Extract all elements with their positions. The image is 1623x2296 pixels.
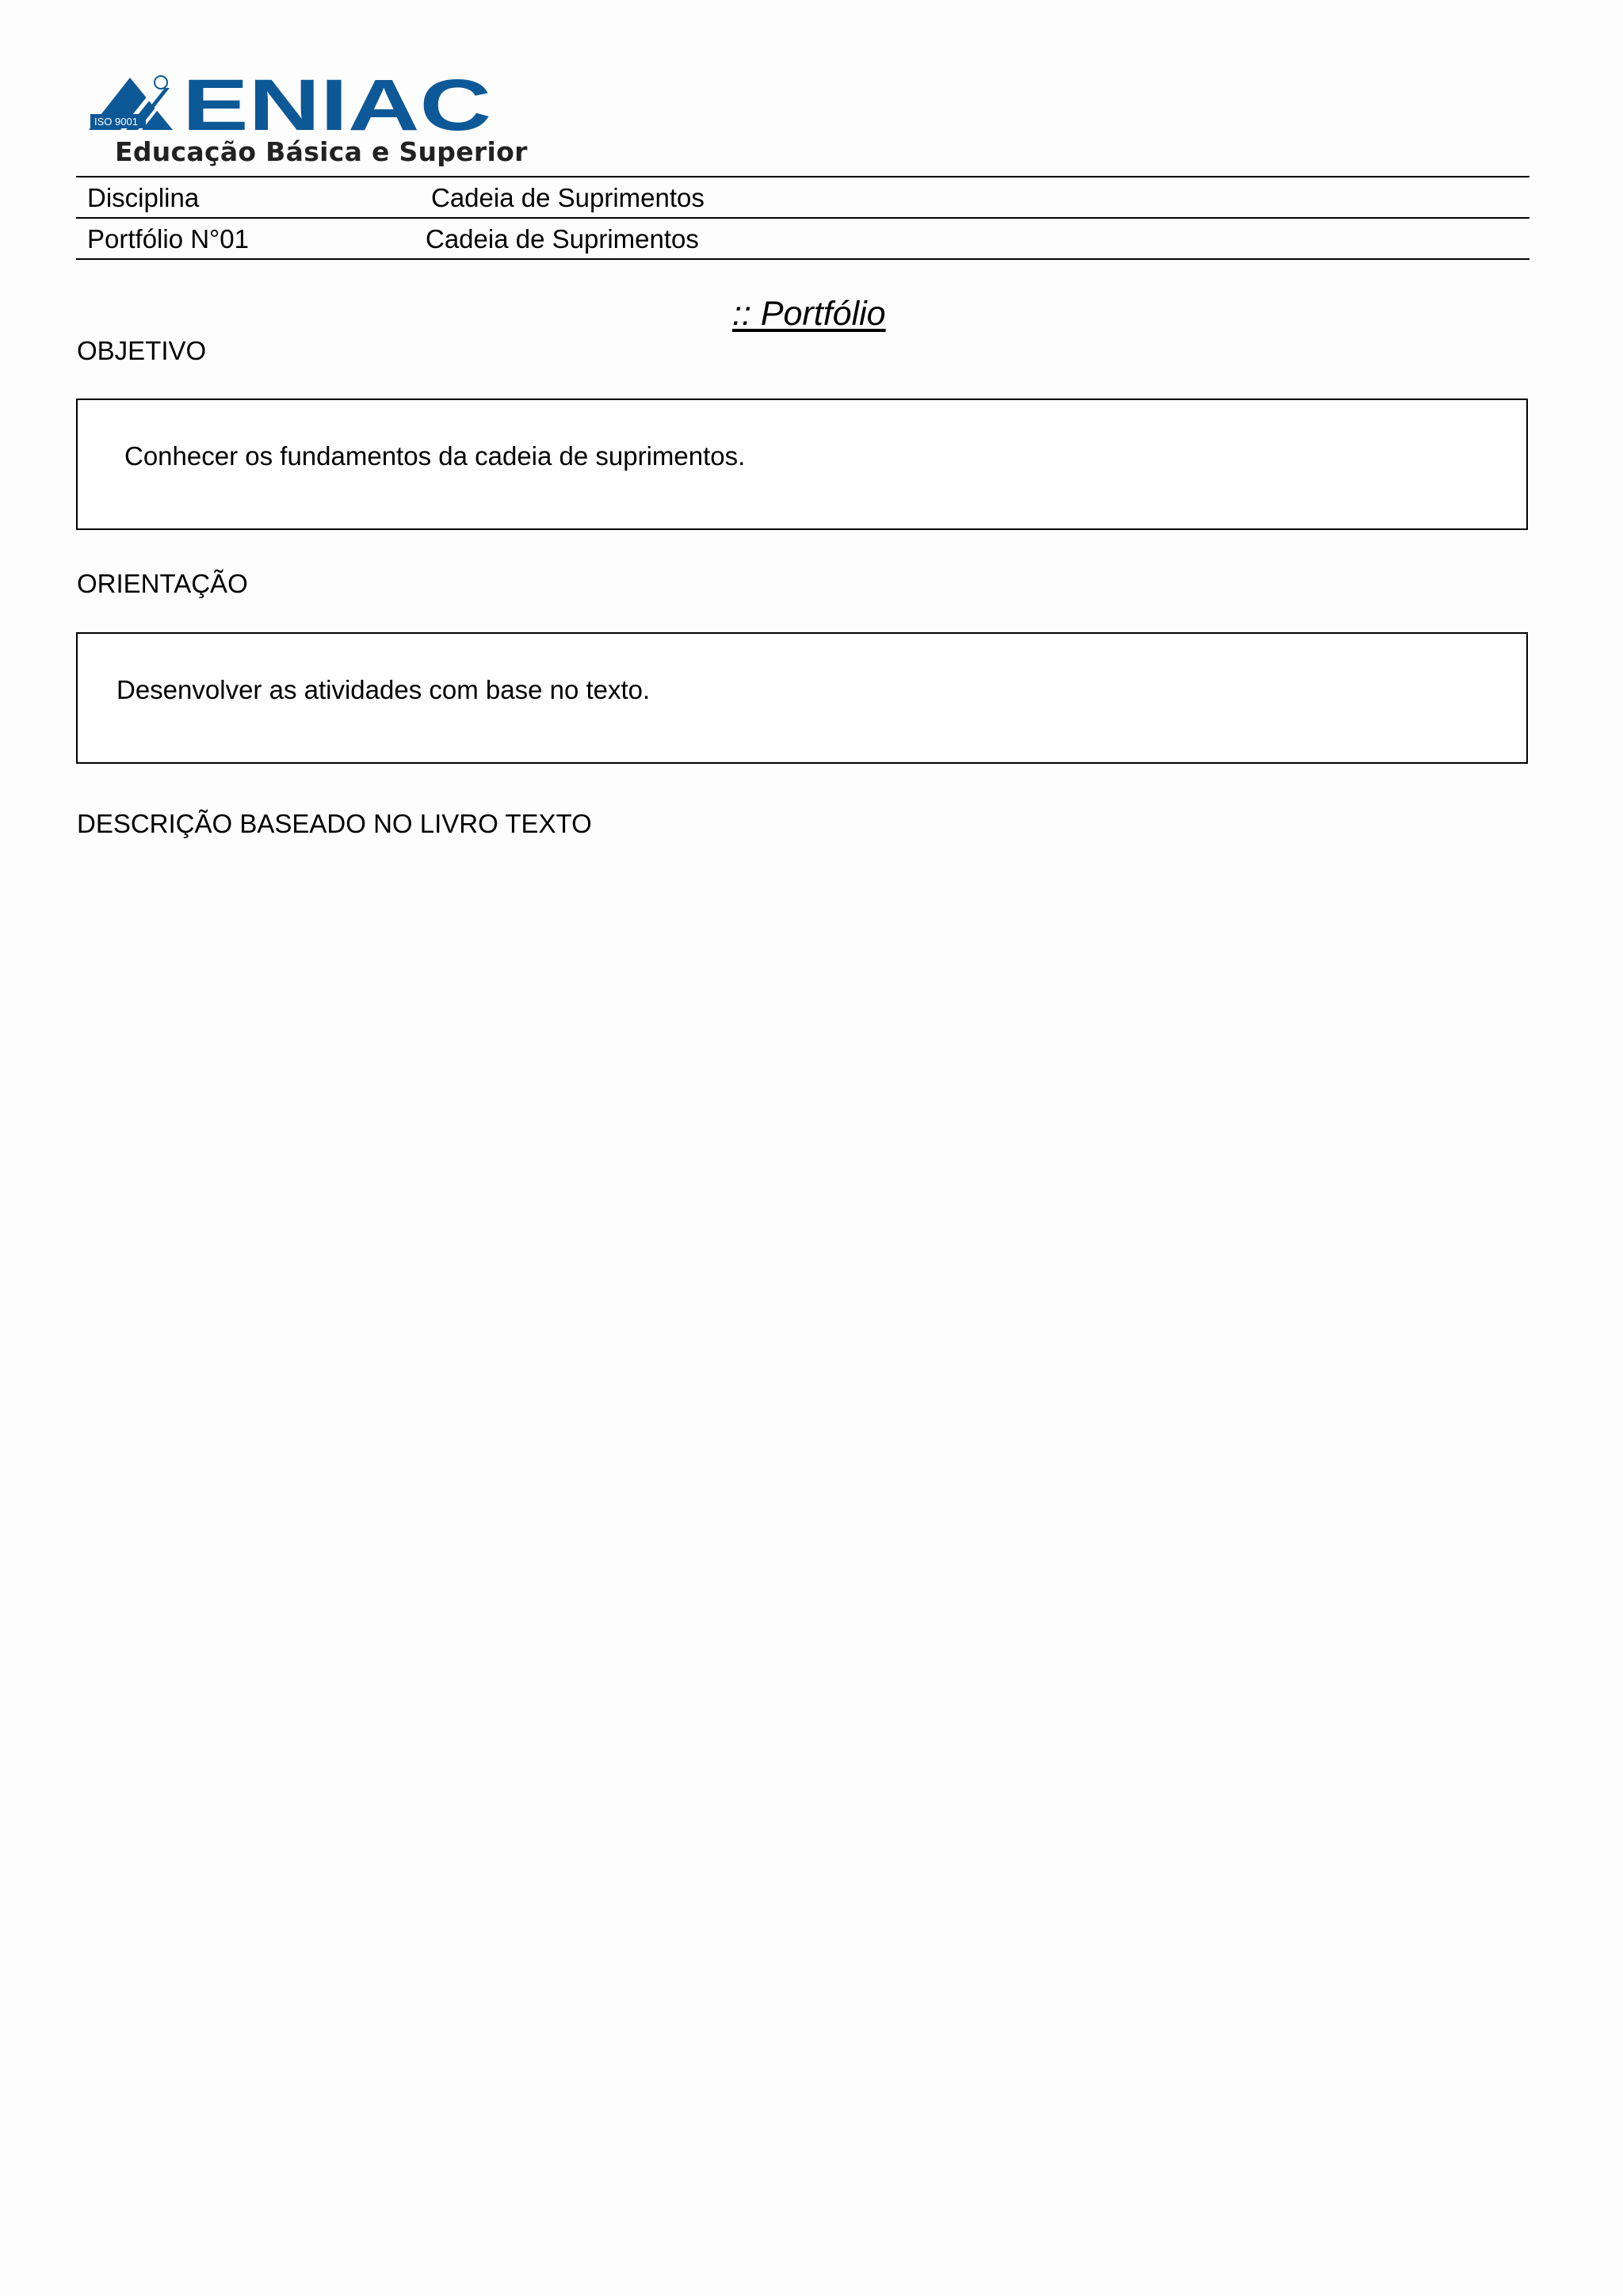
logo-subtitle: Educação Básica e Superior	[115, 136, 528, 167]
portfolio-row	[76, 217, 1529, 260]
portfolio-value: Cadeia de Suprimentos	[426, 224, 699, 254]
portfolio-number-label: Portfólio N°01	[87, 224, 249, 254]
guidance-text: Desenvolver as atividades com base no texto.	[116, 675, 651, 704]
objective-box	[76, 399, 1528, 530]
course-info-table	[76, 176, 1529, 260]
guidance-heading: ORIENTAÇÃO	[77, 569, 248, 598]
objective-heading: OBJETIVO	[77, 336, 207, 365]
guidance-box	[76, 632, 1528, 764]
objective-text: Conhecer os fundamentos da cadeia de suprimentos.	[124, 441, 746, 471]
description-heading: DESCRIÇÃO BASEADO NO LIVRO TEXTO	[77, 809, 592, 838]
eniac-logo-mark	[86, 74, 498, 138]
discipline-value: Cadeia de Suprimentos	[431, 183, 705, 212]
discipline-label: Disciplina	[87, 183, 200, 212]
discipline-row	[76, 176, 1529, 217]
svg-text:ENIAC: ENIAC	[182, 74, 491, 138]
document-title: :: Portfólio	[732, 295, 886, 333]
svg-text:ISO 9001: ISO 9001	[94, 116, 138, 128]
